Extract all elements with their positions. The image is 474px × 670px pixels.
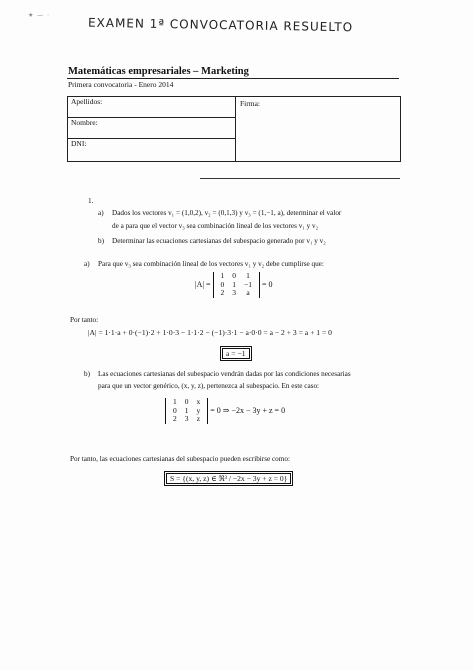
- determinant-a-matrix: [213, 272, 260, 298]
- handwritten-title: EXAMEN 1ª CONVOCATORIA RESUELTO: [87, 15, 354, 35]
- matrix-b-cell: 3: [184, 414, 189, 424]
- matrix-b-cell: 0: [173, 405, 177, 415]
- result-b-box: S = {(x, y, z) ∈ ℜ³ / −2x − 3y + z = 0}: [166, 473, 291, 484]
- question-number: 1.: [88, 197, 94, 205]
- student-info-box: [67, 96, 401, 162]
- box-divider: [235, 97, 236, 161]
- question-b-text: Determinar las ecuaciones cartesianas del subespacio generado por v₁ y v₂: [112, 237, 326, 245]
- solution-b-conclusion: Por tanto, las ecuaciones cartesianas del subespacio pueden escribirse como:: [70, 455, 290, 463]
- solution-a-label: a): [84, 260, 90, 268]
- firma-label: Firma:: [240, 99, 260, 108]
- question-a-label: a): [98, 209, 104, 217]
- matrix-b-cell: 1: [173, 397, 177, 406]
- question-a-text-1: Dados los vectores v₁ = (1,0,2), v₂ = (0,1,3) y v₃ = (1,−1, a), determinar el valor: [112, 209, 342, 217]
- matrix-a-cell: 1: [232, 279, 236, 289]
- exam-subtitle: Primera convocatoria - Enero 2014: [68, 80, 174, 89]
- determinant-expansion: |A| = 1·1·a + 0·(−1)·2 + 1·0·3 − 1·1·2 − (−1)·3·1 − a·0·0 = a − 2 + 3 = a + 1 = 0: [88, 328, 332, 337]
- matrix-b-cell: 1: [184, 405, 189, 415]
- determinant-b-matrix: [165, 398, 208, 424]
- matrix-b-cell: 0: [184, 397, 189, 406]
- apellidos-field: [68, 97, 235, 118]
- dni-label: DNI:: [71, 139, 87, 148]
- scan-mark: ★ — ·: [27, 11, 51, 20]
- determinant-b-rhs: = 0 ⇒ −2x − 3y + z = 0: [210, 405, 286, 415]
- result-a-box: a = −1: [222, 348, 250, 359]
- matrix-b-cell: x: [196, 397, 201, 406]
- matrix-a-cell: −1: [244, 279, 252, 289]
- determinant-b-equation: [165, 398, 285, 424]
- nombre-field: [68, 118, 235, 139]
- matrix-a-cell: 0: [232, 271, 236, 280]
- apellidos-label: Apellidos:: [71, 97, 103, 106]
- determinant-a-rhs: = 0: [261, 279, 273, 289]
- matrix-a-cell: 2: [220, 288, 225, 298]
- determinant-a-equation: [195, 272, 273, 298]
- solution-b-intro-1: Las ecuaciones cartesianas del subespacio vendrán dadas por las condiciones necesarias: [98, 370, 351, 378]
- por-tanto-label: Por tanto:: [70, 316, 99, 324]
- dni-field: [68, 139, 235, 161]
- determinant-a-lhs: |A| =: [195, 279, 211, 289]
- section-separator: [200, 178, 400, 179]
- title-rule: [67, 78, 399, 79]
- solution-b-intro-2: para que un vector genérico, (x, y, z), pertenezca al subespacio. En este caso:: [98, 382, 320, 390]
- matrix-a-cell: 3: [232, 288, 236, 298]
- page-title: Matemáticas empresariales – Marketing: [68, 66, 249, 77]
- solution-b-label: b): [84, 370, 90, 378]
- question-a-text-2: de a para que el vector v₃ sea combinación lineal de los vectores v₁ y v₂: [112, 222, 319, 230]
- matrix-b-cell: z: [196, 414, 201, 424]
- question-b-label: b): [98, 237, 104, 245]
- matrix-a-cell: a: [246, 288, 250, 298]
- solution-a-intro: Para que v₃ sea combinación lineal de los vectores v₁ y v₂ debe cumplirse que:: [98, 260, 324, 268]
- matrix-b-cell: y: [196, 405, 201, 415]
- nombre-label: Nombre:: [71, 118, 98, 127]
- matrix-a-cell: 0: [220, 279, 225, 289]
- matrix-b-cell: 2: [173, 414, 177, 424]
- matrix-a-cell: 1: [246, 271, 250, 280]
- matrix-a-cell: 1: [220, 271, 225, 280]
